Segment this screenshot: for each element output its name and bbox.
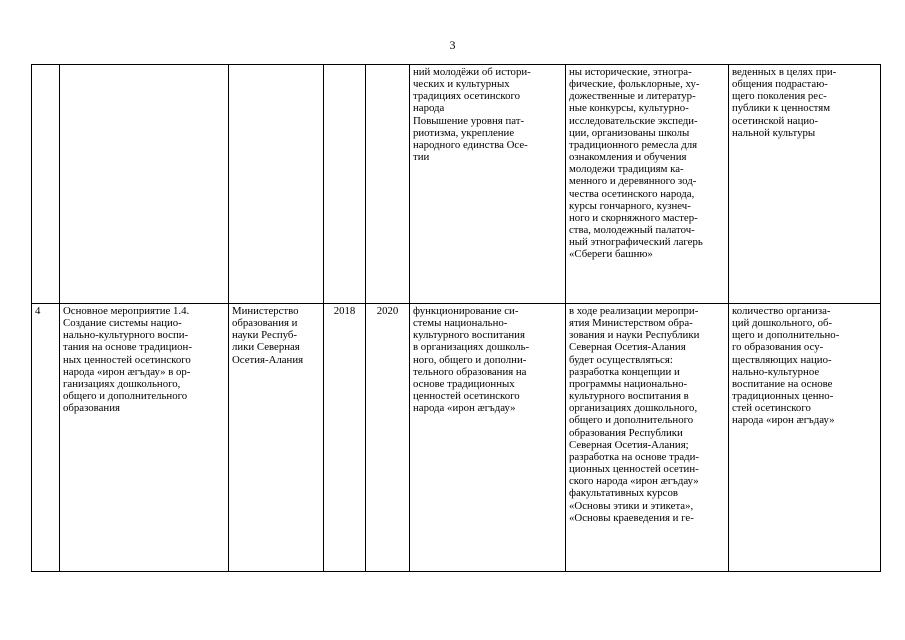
cell-text-line: Осетия-Алания: [232, 353, 304, 366]
cell-text-line: исследовательские экспеди-: [569, 114, 698, 127]
cell-text-line: ческих и культурных: [413, 78, 510, 91]
cell-text-line: общения подрастаю-: [732, 78, 828, 91]
cell-text-line: организациях дошкольного,: [569, 402, 698, 415]
cell-text-line: ные конкурсы, культурно-: [569, 102, 689, 115]
cell-text-line: осетинской нацио-: [732, 114, 819, 127]
cell-text-line: общего и дополнительного: [569, 414, 694, 427]
cell-text-line: ции, организованы школы: [569, 126, 690, 139]
cell-text-line: фические, фольклорные, ху-: [569, 78, 700, 91]
cell-text-line: «Сбереги башню»: [569, 248, 653, 261]
cell-text-line: традициях осетинского: [413, 90, 521, 103]
cell-text-line: ный этнографический лагерь: [569, 236, 703, 249]
cell-text-line: ского народа «ирон æгъдау»: [569, 475, 699, 488]
expected-result-cell: [410, 304, 566, 572]
cell-text-line: разработка на основе тради-: [569, 450, 700, 463]
consequences-cell: [566, 304, 729, 572]
cell-text-line: народного единства Осе-: [413, 138, 528, 151]
cell-text-line: дожественные и литератур-: [569, 90, 696, 103]
cell-text-line: ства, молодежный палаточ-: [569, 224, 695, 237]
table-row: [32, 65, 881, 304]
cell-text-line: «Основы этики и этикета»,: [569, 499, 694, 512]
cell-text-line: ценностей осетинского: [413, 390, 520, 403]
event-cell: [60, 65, 229, 304]
cell-text-line: факультативных курсов: [569, 487, 678, 500]
cell-text-line: щего и дополнительно-: [732, 329, 840, 342]
end-year-cell: [366, 65, 410, 304]
row-number-cell: [32, 65, 60, 304]
cell-text-line: нально-культурное: [732, 365, 820, 378]
row-number-cell: 4: [32, 304, 60, 572]
cell-text-line: го образования осу-: [732, 341, 824, 354]
cell-text-line: ознакомления и обучения: [569, 151, 687, 164]
cell-text-line: народа «ирон æгъдау» в ор-: [63, 365, 191, 378]
cell-text-line: разработка концепции и: [569, 365, 680, 378]
executor-cell: [229, 65, 324, 304]
page-number: 3: [449, 38, 456, 52]
cell-text-line: культурного воспитания: [413, 329, 525, 342]
cell-text-line: Министерство: [232, 305, 299, 317]
cell-text-line: чества осетинского народа,: [569, 187, 695, 200]
start-year-cell: [324, 65, 366, 304]
cell-text-line: ществляющих нацио-: [732, 353, 832, 366]
cell-text-line: ного, общего и дополни-: [413, 353, 527, 366]
cell-text-line: риотизма, укрепление: [413, 126, 515, 139]
cell-text-line: традиционного ремесла для: [569, 138, 698, 151]
end-year-cell: 2020: [366, 304, 410, 572]
cell-text-line: количество организа-: [732, 305, 831, 317]
cell-text-line: молодежи традициям ка-: [569, 163, 684, 176]
cell-text-line: будет осуществляться:: [569, 353, 673, 366]
cell-text-line: Основное мероприятие 1.4.: [63, 305, 190, 317]
expected-result-cell: [410, 65, 566, 304]
cell-text-line: образования: [63, 402, 120, 415]
cell-text-line: Повышение уровня пат-: [413, 114, 525, 127]
cell-text-line: зования и науки Республики: [569, 329, 700, 342]
cell-text-line: образования и: [232, 317, 298, 330]
cell-text-line: общего и дополнительного: [63, 390, 188, 403]
indicator-cell: [729, 65, 881, 304]
cell-text-line: ционных ценностей осетин-: [569, 463, 699, 476]
cell-text-line: основе традиционных: [413, 377, 515, 390]
cell-text-line: в организациях дошколь-: [413, 341, 530, 354]
cell-text-line: образования Республики: [569, 426, 683, 439]
cell-text-line: стей осетинского: [732, 402, 811, 415]
cell-text-line: ятия Министерством обра-: [569, 317, 693, 330]
cell-text-line: ний молодёжи об истори-: [413, 66, 531, 78]
cell-text-line: нально-культурного воспи-: [63, 329, 189, 342]
cell-text-line: ганизациях дошкольного,: [63, 377, 181, 390]
cell-text-line: нальной культуры: [732, 126, 816, 139]
cell-text-line: тания на основе традицион-: [63, 341, 192, 354]
event-cell: [60, 304, 229, 572]
cell-text-line: щего поколения рес-: [732, 90, 827, 103]
cell-text-line: народа: [413, 102, 445, 115]
cell-text-line: Северная Осетия-Алания: [569, 341, 686, 354]
cell-text-line: традиционных ценно-: [732, 390, 834, 403]
start-year-cell: 2018: [324, 304, 366, 572]
cell-text-line: функционирование си-: [413, 305, 519, 317]
cell-text-line: тельного образования на: [413, 365, 527, 378]
cell-text-line: менного и деревянного зод-: [569, 175, 697, 188]
cell-text-line: Создание системы нацио-: [63, 317, 182, 330]
cell-text-line: тии: [413, 151, 430, 164]
cell-text-line: народа «ирон æгъдау»: [413, 402, 516, 415]
cell-text-line: науки Респуб-: [232, 329, 297, 342]
cell-text-line: лики Северная: [232, 341, 300, 354]
cell-text-line: Северная Осетия-Алания;: [569, 438, 689, 451]
cell-text-line: в ходе реализации меропри-: [569, 305, 699, 317]
cell-text-line: ных ценностей осетинского: [63, 353, 191, 366]
cell-text-line: веденных в целях при-: [732, 66, 837, 78]
cell-text-line: культурного воспитания в: [569, 390, 689, 403]
indicator-cell: [729, 304, 881, 572]
cell-text-line: программы национально-: [569, 377, 688, 390]
consequences-cell: [566, 65, 729, 304]
cell-text-line: публики к ценностям: [732, 102, 831, 115]
cell-text-line: ного и скорняжного мастер-: [569, 211, 698, 224]
cell-text-line: народа «ирон æгъдау»: [732, 414, 835, 427]
cell-text-line: ны исторические, этногра-: [569, 66, 692, 78]
cell-text-line: ций дошкольного, об-: [732, 317, 833, 330]
cell-text-line: «Основы краеведения и ге-: [569, 511, 694, 524]
executor-cell: [229, 304, 324, 572]
cell-text-line: воспитание на основе: [732, 377, 833, 390]
cell-text-line: курсы гончарного, кузнеч-: [569, 199, 691, 212]
table-row: [32, 304, 881, 572]
program-table: [31, 64, 881, 572]
cell-text-line: стемы национально-: [413, 317, 508, 330]
